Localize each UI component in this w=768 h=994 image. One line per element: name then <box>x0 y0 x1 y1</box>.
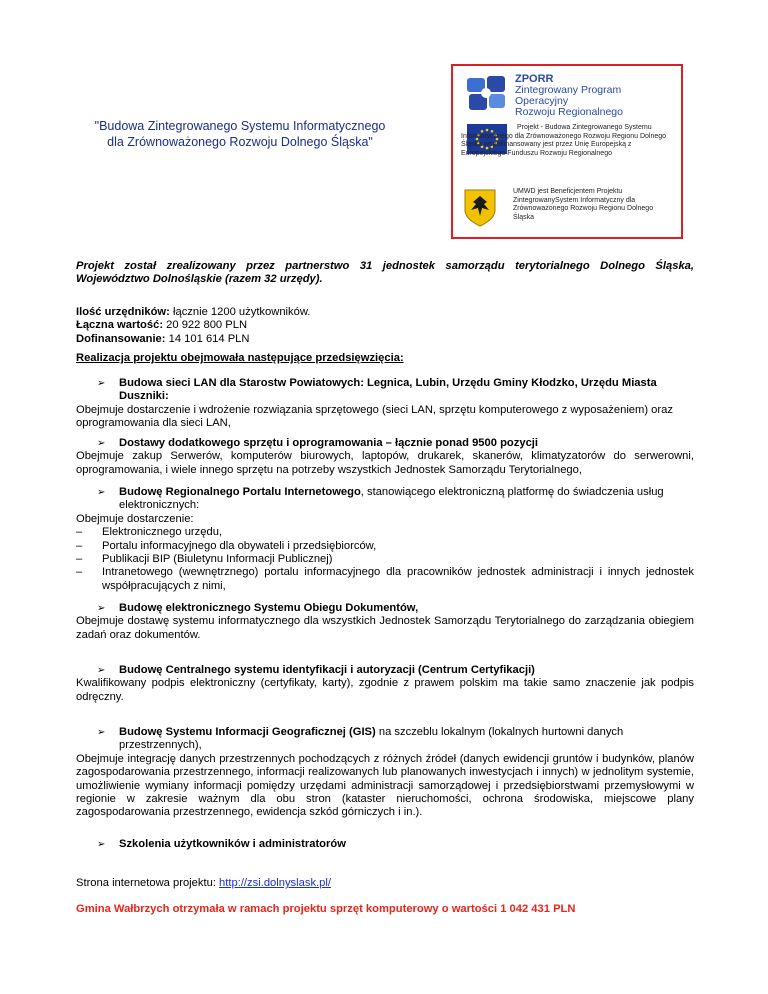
lan-desc: Obejmuje dostarczenie i wdrożenie rozwiązania sprzętowego (sieci LAN, sprzętu komputerowego z wyposażeniem) oraz oprogramowania dla sieci LAN, <box>76 403 673 430</box>
eu-cofinancing-text: Projekt - Budowa Zintegrowanego Systemu Informatycznego dla Zrównoważonego Rozwoju Regionu Dolnego Śląska współfinansowany jest przez Unię Europejską z Europejskiego Funduszu Rozwoju Regionalnego <box>461 124 667 157</box>
section-portal <box>76 486 694 593</box>
stat-officials <box>76 306 694 319</box>
portal-title: Budowę Regionalnego Portalu Internetowego <box>119 486 361 498</box>
project-stats <box>76 306 694 346</box>
portal-item-text: Portalu informacyjnego dla obywateli i przedsiębiorców, <box>102 539 377 552</box>
portal-desc: Obejmuje dostarczenie: <box>76 512 194 525</box>
arrow-bullet-icon: ➢ <box>97 665 106 676</box>
dash-marker: – <box>76 566 83 579</box>
lan-title: Budowa sieci LAN dla Starostw Powiatowych: Legnica, Lubin, Urzędu Gminy Kłodzko, Urzędu Miasta Duszniki: <box>119 377 657 403</box>
umwd-beneficiary-text: UMWD jest Beneficjentem Projektu ZintegrowanySystem Informatyczny dla Zrównoważonego Rozwoju Regionu Dolnego Śląska <box>513 188 654 221</box>
zporr-logo-text <box>515 74 623 118</box>
bullet-hardware <box>76 437 694 450</box>
bullet-portal <box>76 486 694 513</box>
funding-logos-box <box>451 64 683 239</box>
portal-item <box>76 526 694 539</box>
title-line-2: dla Zrównoważonego Rozwoju Dolnego Śląska" <box>107 135 373 149</box>
gis-desc: Obejmuje integrację danych przestrzennych pochodzących z różnych źródeł (danych ewidencji gruntów i budynków, planów zagospodarowania przestrzennego, informacji realizowanych lub planowanych inwestycjach i innych) w jednolitym systemie, umożliwienie wymiany informacji pomiędzy urzędami administracji samorządowej i przedsiębiorstwami przemysłowymi w regionie w zakresie ważnym dla obu stron (kataster nieruchomości, ochrona środowiska, miejscowe plany zagospodarowania przestrzennego, ewidencja szkód górniczych i in.). <box>76 752 694 819</box>
stat-total-value: 20 922 800 PLN <box>163 319 248 332</box>
project-website-line <box>76 877 694 890</box>
section-gis <box>76 726 694 820</box>
zporr-name: ZPORR <box>515 73 554 85</box>
stat-funding-label: Dofinansowanie: <box>76 332 166 345</box>
stat-officials-label: Ilość urzędników: <box>76 306 170 318</box>
portal-rest: , stanowiącego elektroniczną platformę do świadczenia usług elektronicznych: <box>119 486 664 512</box>
zporr-logo-icon <box>465 74 509 114</box>
title-line-1: "Budowa Zintegrowanego Systemu Informatycznego <box>94 119 386 133</box>
gis-rest: na szczeblu lokalnym (lokalnych hurtowni danych przestrzennych), <box>119 726 624 752</box>
portal-item-text: Elektronicznego urzędu, <box>102 526 223 539</box>
training-title: Szkolenia użytkowników i administratorów <box>119 838 346 850</box>
portal-item <box>76 566 694 593</box>
bullet-training <box>76 838 694 851</box>
projects-heading: Realizacja projektu obejmowała następujące przedsięwzięcia: <box>76 352 404 364</box>
dash-marker: – <box>76 539 83 552</box>
section-training <box>76 838 694 851</box>
portal-item-text: Intranetowego (wewnętrznego) portalu informacyjnego dla pracowników jednostek administracji i innych jednostek współpracujących z nimi, <box>102 566 694 592</box>
gis-title: Budowę Systemu Informacji Geograficznej (GIS) <box>119 726 376 738</box>
arrow-bullet-icon: ➢ <box>97 438 106 449</box>
portal-item-text: Publikacji BIP (Biuletynu Informacji Publicznej) <box>102 553 333 566</box>
hw-desc: Obejmuje zakup Serwerów, komputerów biurowych, laptopów, drukarek, skanerów, klimatyzatorów do serwerowni, oprogramowania, i wiele innego sprzętu na potrzeby wszystkich Jednostek Samorządu Terytorialnego, <box>76 450 694 476</box>
dash-marker: – <box>76 526 83 539</box>
portal-item <box>76 540 694 553</box>
zporr-line-3: Rozwoju Regionalnego <box>515 106 623 118</box>
cert-desc: Kwalifikowany podpis elektroniczny (certyfikaty, karty), zgodnie z prawem polskim ma takie samo znaczenie jak podpis odręczny. <box>76 677 694 703</box>
docs-desc: Obejmuje dostawę systemu informatycznego dla wszystkich Jednostek Samorządu Terytorialnego do zarządzania obiegiem zadań oraz dokumentów. <box>76 615 694 641</box>
stat-officials-value: łącznie 1200 użytkowników. <box>169 306 311 318</box>
arrow-bullet-icon: ➢ <box>97 727 106 738</box>
arrow-bullet-icon: ➢ <box>97 378 106 389</box>
section-lan <box>76 377 694 431</box>
section-certification <box>76 664 694 704</box>
walbrzych-equipment-note: Gmina Wałbrzych otrzymała w ramach projektu sprzęt komputerowy o wartości 1 042 431 PLN <box>76 903 576 915</box>
document-title <box>60 118 420 150</box>
bullet-gis <box>76 726 694 753</box>
stat-total-label: Łączna wartość: <box>76 319 164 332</box>
portal-item <box>76 553 694 566</box>
zporr-line-2: Operacyjny <box>515 95 569 107</box>
hw-title: Dostawy dodatkowego sprzętu i oprogramowania – łącznie ponad 9500 pozycji <box>119 437 539 449</box>
arrow-bullet-icon: ➢ <box>97 603 106 614</box>
project-intro: Projekt został zrealizowany przez partnerstwo 31 jednostek samorządu terytorialnego Dolnego Śląska, Województwo Dolnośląskie (razem 32 urzędy). <box>76 260 694 286</box>
stat-funding-value: 14 101 614 PLN <box>165 332 250 345</box>
cert-title: Budowę Centralnego systemu identyfikacji i autoryzacji (Centrum Certyfikacji) <box>119 664 535 676</box>
lower-silesia-crest-icon <box>463 188 497 228</box>
stat-funding <box>76 333 694 346</box>
section-hardware <box>76 437 694 477</box>
zporr-line-1: Zintegrowany Program <box>515 84 622 96</box>
bullet-lan <box>76 377 694 404</box>
bullet-certification <box>76 664 694 677</box>
arrow-bullet-icon: ➢ <box>97 839 106 850</box>
arrow-bullet-icon: ➢ <box>97 487 106 498</box>
website-label: Strona internetowa projektu: <box>76 877 220 889</box>
section-documents <box>76 602 694 642</box>
docs-title: Budowę elektronicznego Systemu Obiegu Dokumentów, <box>119 602 419 614</box>
bullet-documents <box>76 602 694 615</box>
dash-marker: – <box>76 553 83 566</box>
website-link[interactable]: http://zsi.dolnyslask.pl/ <box>219 877 331 889</box>
stat-total <box>76 319 694 332</box>
